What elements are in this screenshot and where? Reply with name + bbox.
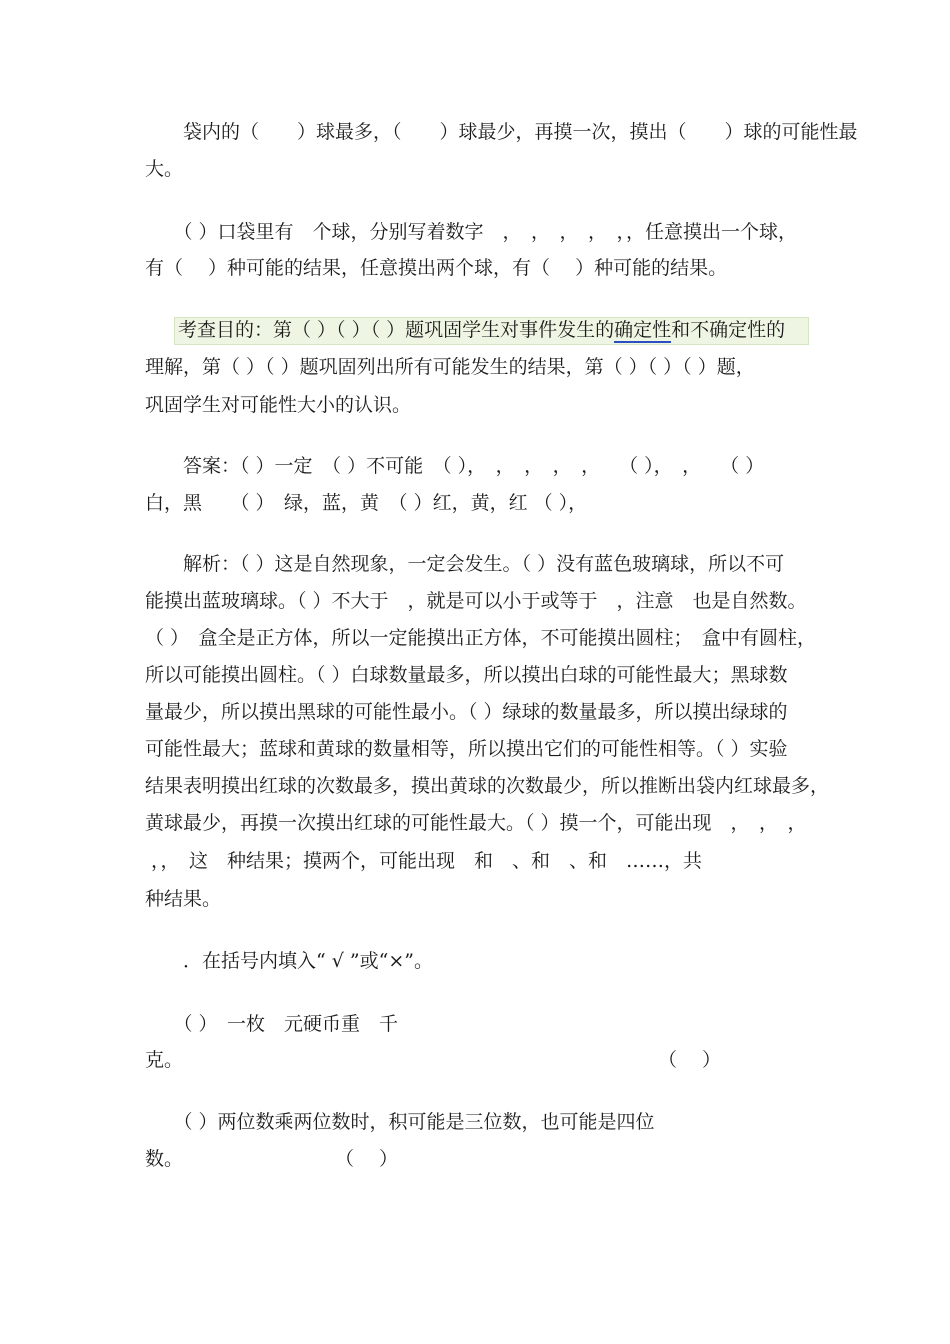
paragraph-5-line-7: 结果表明摸出红球的次数最多，摸出黄球的次数最少，所以推断出袋内红球最多， bbox=[145, 775, 830, 797]
paragraph-5-line-1: 解析：（ ）这是自然现象，一定会发生。（ ）没有蓝色玻璃球，所以不可 bbox=[145, 553, 785, 575]
paragraph-5-line-3: （ ） 盒全是正方体，所以一定能摸出正方体，不可能摸出圆柱； 盒中有圆柱， bbox=[145, 627, 817, 649]
paragraph-3-line-2: 理解，第（ ）（ ）题巩固列出所有可能发生的结果，第（ ）（ ）（ ）题， bbox=[145, 356, 755, 378]
paragraph-2-line-1: （ ）口袋里有 个球，分别写着数字 ， ， ， ， ，，任意摸出一个球， bbox=[145, 221, 798, 243]
paragraph-1-line-1: 袋内的（ ）球最多，（ ）球最少，再摸一次，摸出（ ）球的可能性最 bbox=[145, 121, 858, 143]
paragraph-5-line-5: 量最少，所以摸出黑球的可能性最小。（ ）绿球的数量最多，所以摸出绿球的 bbox=[145, 701, 788, 723]
paragraph-5-line-8: 黄球最少，再摸一次摸出红球的可能性最大。（ ）摸一个，可能出现 ， ， ， bbox=[145, 812, 807, 834]
paragraph-2-line-2: 有（ ）种可能的结果，任意摸出两个球，有（ ）种可能的结果。 bbox=[145, 257, 728, 279]
question-2-line-1: （ ）两位数乘两位数时，积可能是三位数，也可能是四位 bbox=[145, 1111, 655, 1133]
paragraph-5-line-9: ，， 这 种结果；摸两个，可能出现 和 、和 、和 ……，共 bbox=[145, 850, 703, 872]
question-1-line-1: （ ） 一枚 元硬币重 千 bbox=[145, 1013, 399, 1035]
objective-suffix: 和不确定性的 bbox=[671, 319, 786, 341]
paragraph-1-line-2: 大。 bbox=[145, 158, 184, 180]
paragraph-3-line-3: 巩固学生对可能性大小的认识。 bbox=[145, 394, 412, 416]
section-instruction: ．在括号内填入“ √ ”或“×”。 bbox=[145, 950, 433, 972]
paragraph-5-line-6: 可能性最大；蓝球和黄球的数量相等，所以摸出它们的可能性相等。（ ）实验 bbox=[145, 738, 788, 760]
underlined-word: 确定性 bbox=[614, 319, 672, 341]
question-2-line-2: 数。 （ ） bbox=[145, 1148, 399, 1170]
paragraph-5-line-10: 种结果。 bbox=[145, 888, 222, 910]
paragraph-5-line-2: 能摸出蓝玻璃球。（ ）不大于 ，就是可以小于或等于 ，注意 也是自然数。 bbox=[145, 590, 807, 612]
paragraph-5-line-4: 所以可能摸出圆柱。（ ）白球数量最多，所以摸出白球的可能性最大；黑球数 bbox=[145, 664, 788, 686]
paragraph-4-line-1: 答案：（ ）一定 （ ）不可能 （ ）， ， ， ， ， （ ）， ， （ ） bbox=[145, 455, 765, 477]
question-1-line-2: 克。 （ ） bbox=[145, 1049, 722, 1071]
paragraph-4-line-2: 白，黑 （ ） 绿，蓝，黄 （ ）红，黄，红 （ ）， bbox=[145, 492, 588, 514]
paragraph-3-line-1 bbox=[178, 319, 843, 341]
objective-prefix: 考查目的：第（ ）（ ）（ ）题巩固学生对事件发生的 bbox=[178, 319, 615, 341]
